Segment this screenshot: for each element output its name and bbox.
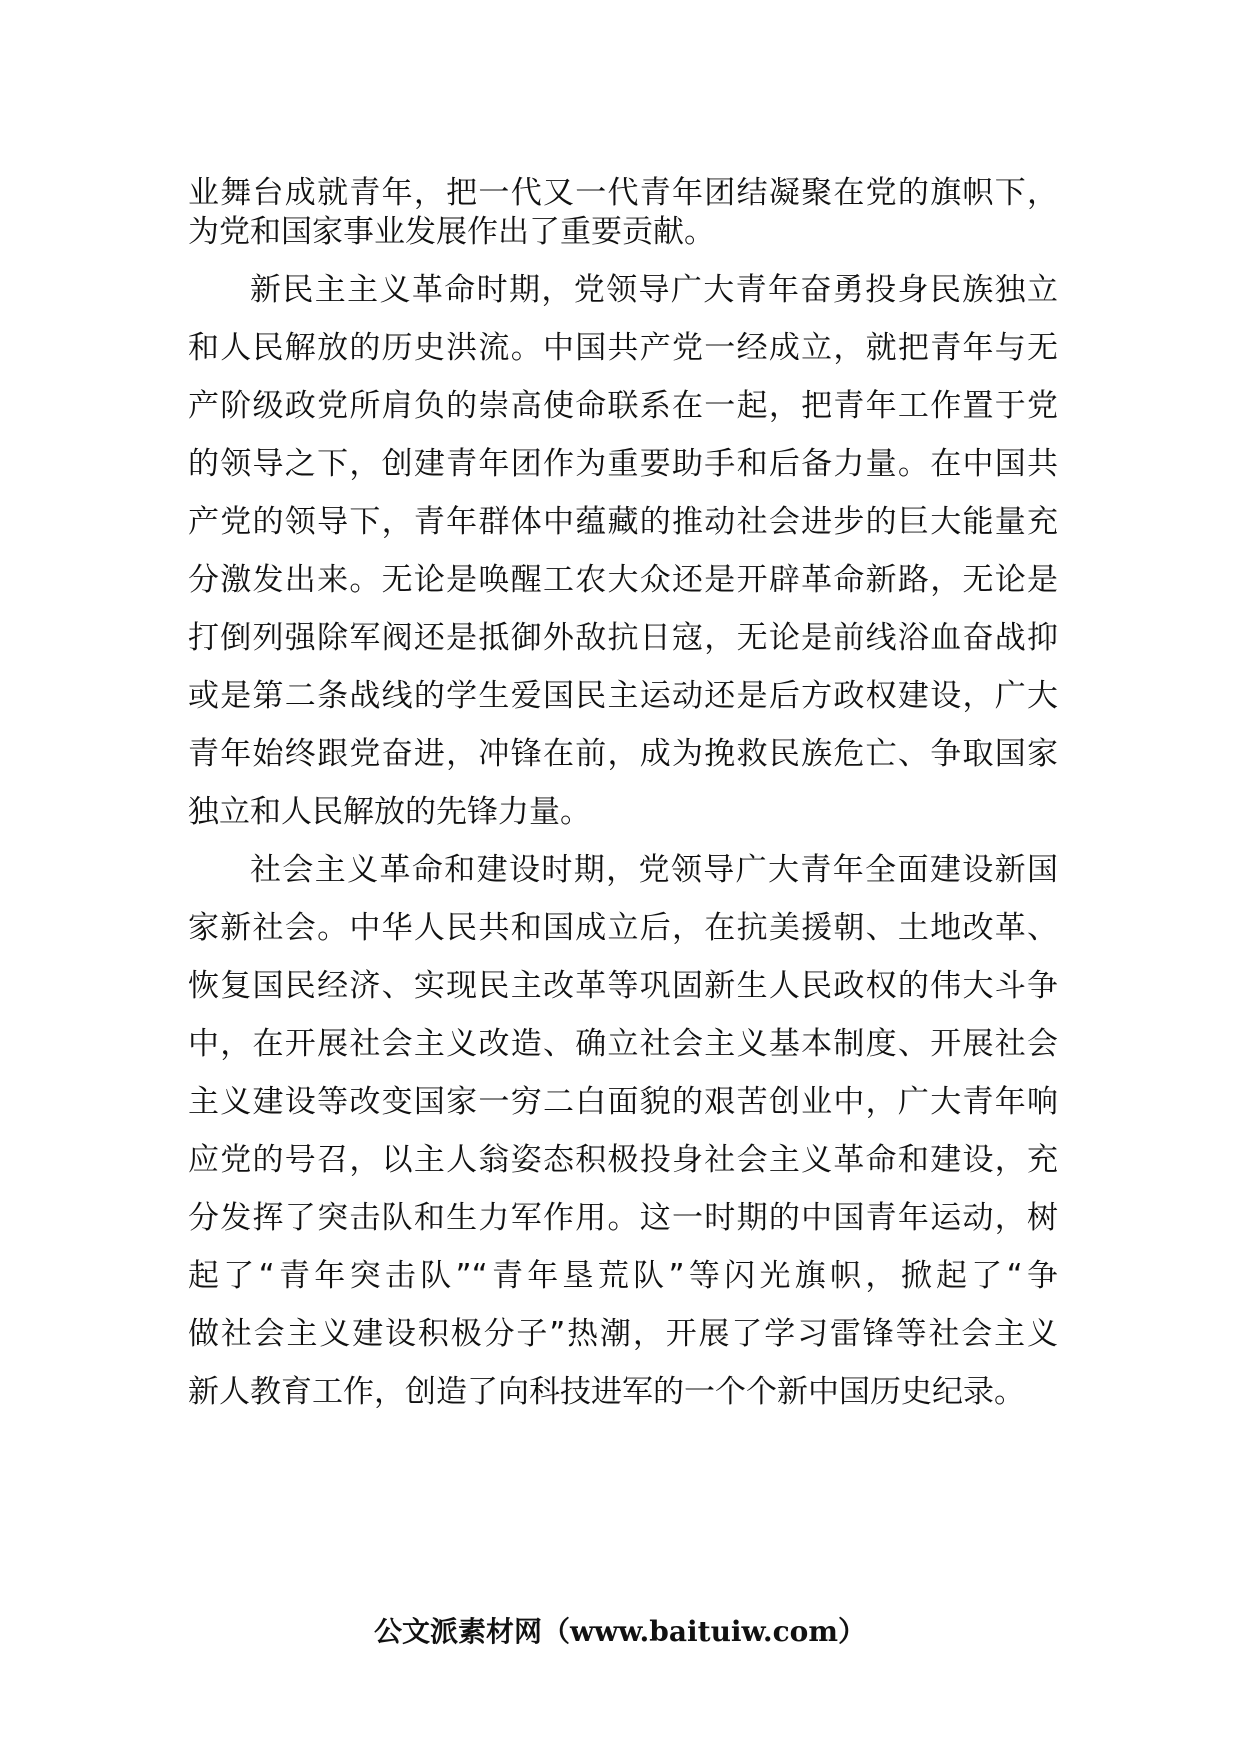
text-line: 分发挥了突击队和生力军作用。这一时期的中国青年运动，树	[188, 1200, 1058, 1236]
text-line: 产阶级政党所肩负的崇高使命联系在一起，把青年工作置于党	[188, 388, 1058, 424]
text-line: 中，在开展社会主义改造、确立社会主义基本制度、开展社会	[188, 1026, 1058, 1062]
text-line: 分激发出来。无论是唤醒工农大众还是开辟革命新路，无论是	[188, 562, 1058, 598]
text-line: 或是第二条战线的学生爱国民主运动还是后方政权建设，广大	[188, 678, 1058, 714]
text-line: 新人教育工作，创造了向科技进军的一个个新中国历史纪录。	[188, 1374, 1025, 1410]
text-line: 业舞台成就青年，把一代又一代青年团结凝聚在党的旗帜下，	[188, 175, 1058, 211]
text-line: 起了“青年突击队”“青年垦荒队”等闪光旗帜，掀起了“争	[188, 1258, 1058, 1294]
text-line: 主义建设等改变国家一穷二白面貌的艰苦创业中，广大青年响	[188, 1084, 1058, 1120]
text-line: 青年始终跟党奋进，冲锋在前，成为挽救民族危亡、争取国家	[188, 736, 1058, 772]
footer-watermark: 公文派素材网（www.baituiw.com）	[374, 1615, 866, 1648]
text-line: 和人民解放的历史洪流。中国共产党一经成立，就把青年与无	[188, 330, 1058, 366]
text-line: 为党和国家事业发展作出了重要贡献。	[188, 214, 715, 250]
text-line: 独立和人民解放的先锋力量。	[188, 794, 591, 830]
paragraph-first-line: 社会主义革命和建设时期，党领导广大青年全面建设新国	[250, 852, 1058, 888]
text-line: 应党的号召，以主人翁姿态积极投身社会主义革命和建设，充	[188, 1142, 1058, 1178]
text-line: 的领导之下，创建青年团作为重要助手和后备力量。在中国共	[188, 446, 1058, 482]
text-line: 家新社会。中华人民共和国成立后，在抗美援朝、土地改革、	[188, 910, 1058, 946]
paragraph-first-line: 新民主主义革命时期，党领导广大青年奋勇投身民族独立	[250, 272, 1058, 308]
text-line: 做社会主义建设积极分子”热潮，开展了学习雷锋等社会主义	[188, 1316, 1058, 1352]
text-line: 恢复国民经济、实现民主改革等巩固新生人民政权的伟大斗争	[188, 968, 1058, 1004]
text-line: 产党的领导下，青年群体中蕴藏的推动社会进步的巨大能量充	[188, 504, 1058, 540]
text-line: 打倒列强除军阀还是抵御外敌抗日寇，无论是前线浴血奋战抑	[188, 620, 1058, 656]
